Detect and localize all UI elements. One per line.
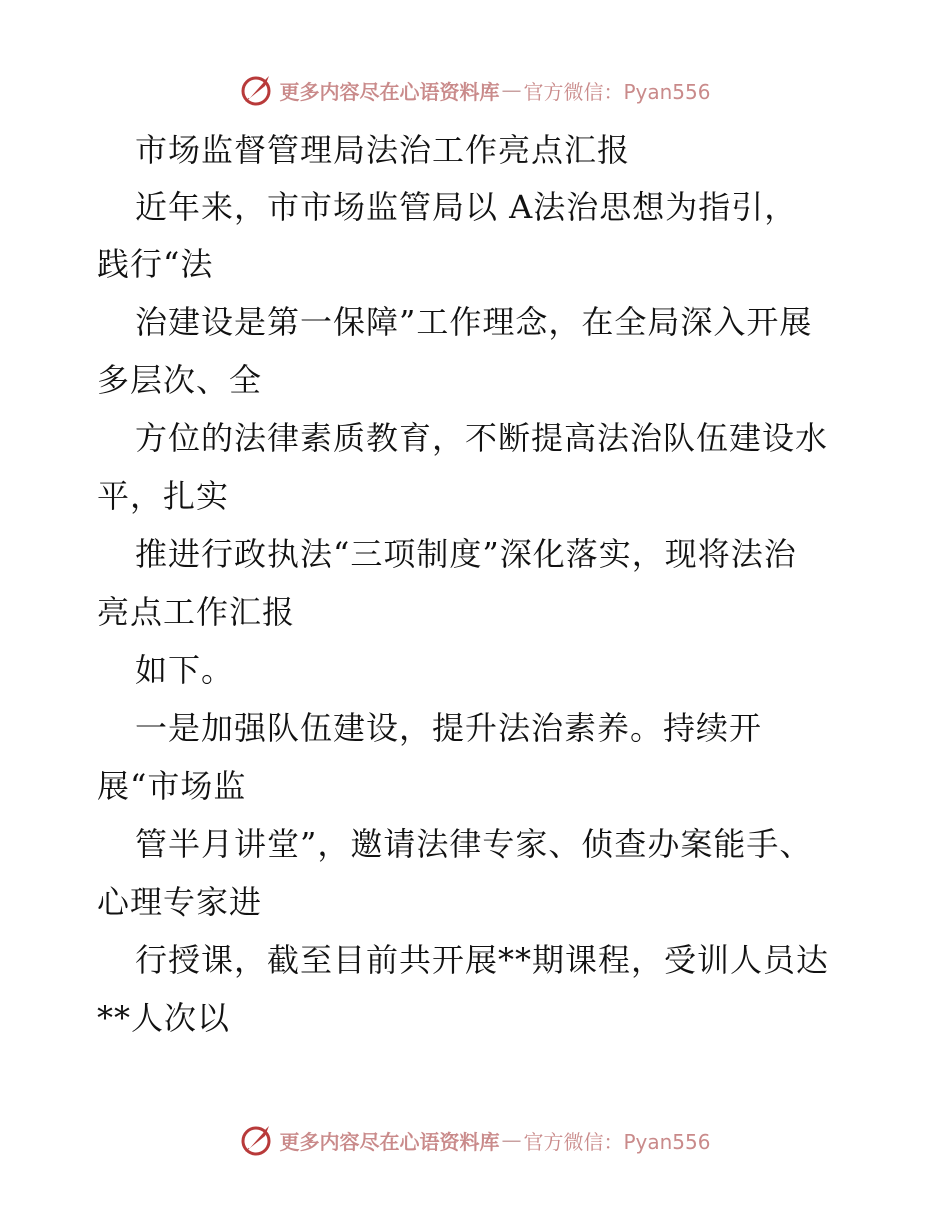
watermark-wechat: 官方微信：Pyan556 (523, 79, 711, 104)
paragraph-line: 行授课，截至目前共开展**期课程，受训人员达 (135, 941, 830, 979)
watermark-wechat: 官方微信：Pyan556 (523, 1129, 711, 1154)
watermark-text: 更多内容尽在心语资料库 (279, 79, 500, 104)
paragraph-line: 平，扎实 (97, 477, 230, 515)
watermark-text: 更多内容尽在心语资料库 (279, 1129, 500, 1154)
quill-logo-icon (239, 1122, 275, 1158)
paragraph-line: 亮点工作汇报 (97, 593, 296, 631)
footer-watermark (0, 1120, 950, 1160)
paragraph-line: 治建设是第一保障”工作理念，在全局深入开展 (135, 303, 813, 341)
quill-logo-icon (239, 72, 275, 108)
paragraph-line: 管半月讲堂”，邀请法律专家、侦查办案能手、 (135, 825, 813, 863)
paragraph-line: 推进行政执法“三项制度”深化落实，现将法治 (135, 535, 797, 573)
watermark-separator: — (501, 78, 522, 102)
paragraph-line: 展“市场监 (97, 767, 247, 805)
paragraph-line: 多层次、全 (97, 361, 263, 399)
paragraph-line: 心理专家进 (97, 883, 263, 921)
paragraph-line: 方位的法律素质教育，不断提高法治队伍建设水 (135, 419, 829, 457)
paragraph-line: 近年来，市市场监管局以 A法治思想为指引， (135, 188, 798, 226)
paragraph-line: 践行“法 (97, 245, 214, 283)
paragraph-line: **人次以 (97, 999, 231, 1037)
watermark-separator: — (501, 1128, 522, 1152)
document-title: 市场监督管理局法治工作亮点汇报 (135, 131, 631, 169)
paragraph-line: 一是加强队伍建设，提升法治素养。持续开 (135, 709, 763, 747)
paragraph-line: 如下。 (135, 651, 235, 689)
header-watermark (0, 70, 950, 110)
